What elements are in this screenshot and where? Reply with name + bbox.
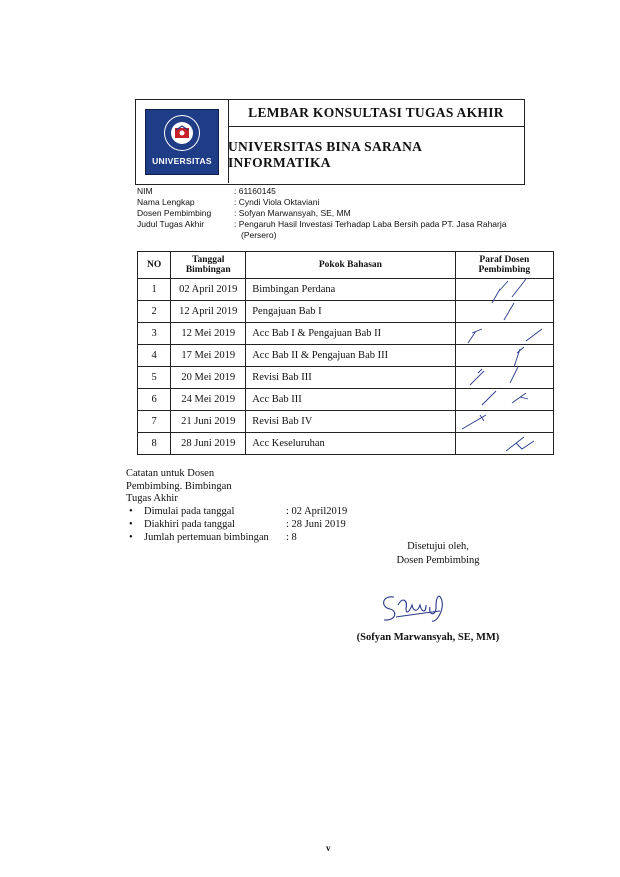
thesis-value-cont: (Persero) (241, 230, 277, 240)
header-date (171, 252, 246, 279)
bullet-icon: • (129, 531, 133, 543)
logo-cell (136, 100, 229, 183)
header-sig-line2: Pembimbing (478, 265, 531, 275)
initial-signature-icon (456, 345, 555, 366)
row-date: 17 Mei 2019 (171, 345, 246, 367)
consultation-table (137, 251, 554, 455)
list-item (126, 531, 297, 545)
row-no: 8 (138, 433, 171, 455)
table-row (138, 301, 554, 323)
table-row (138, 367, 554, 389)
table-header-row (138, 252, 554, 279)
initial-signature-icon (456, 367, 555, 388)
row-date: 12 April 2019 (171, 301, 246, 323)
row-no: 2 (138, 301, 171, 323)
initial-signature-icon (456, 301, 555, 322)
table-row (138, 345, 554, 367)
row-date: 20 Mei 2019 (171, 367, 246, 389)
bullet-icon: • (129, 505, 133, 517)
row-date: 28 Juni 2019 (171, 433, 246, 455)
row-no: 4 (138, 345, 171, 367)
table-row (138, 279, 554, 301)
name-label: Nama Lengkap (137, 197, 195, 207)
nim-label: NIM (137, 186, 153, 196)
meeting-count-value: : 8 (286, 531, 297, 543)
page-number: v (326, 843, 331, 853)
list-item (126, 518, 346, 532)
form-title: LEMBAR KONSULTASI TUGAS AKHIR (228, 100, 524, 127)
header-date-line1: Tanggal (192, 255, 225, 265)
form-header (135, 99, 525, 185)
header-date-line2: Bimbingan (185, 265, 231, 275)
end-date-value: : 28 Juni 2019 (286, 518, 346, 530)
initial-signature-icon (456, 433, 555, 454)
row-topic: Revisi Bab III (246, 367, 455, 389)
row-no: 6 (138, 389, 171, 411)
table-row (138, 433, 554, 455)
thesis-label: Judul Tugas Akhir (137, 219, 205, 229)
row-signature (455, 389, 553, 411)
bullet-icon: • (129, 518, 133, 530)
row-date: 24 Mei 2019 (171, 389, 246, 411)
list-item (126, 505, 348, 519)
advisor-notes (126, 468, 348, 545)
row-topic: Acc Bab III (246, 389, 455, 411)
row-signature (455, 411, 553, 433)
row-topic: Revisi Bab IV (246, 411, 455, 433)
notes-line2: Pembimbing. Bimbingan (126, 480, 232, 492)
notes-line1: Catatan untuk Dosen (126, 468, 215, 479)
row-no: 3 (138, 323, 171, 345)
table-row (138, 389, 554, 411)
start-date-value: : 02 April2019 (286, 505, 348, 517)
row-date: 12 Mei 2019 (171, 323, 246, 345)
meeting-count-label: Jumlah pertemuan bimbingan (144, 531, 269, 543)
row-topic: Acc Bab II & Pengajuan Bab III (246, 345, 455, 367)
signer-name: (Sofyan Marwansyah, SE, MM) (356, 632, 500, 643)
header-topic: Pokok Bahasan (246, 252, 455, 279)
logo-emblem-icon (163, 114, 201, 152)
advisor-signature-icon (376, 587, 456, 627)
row-signature (455, 301, 553, 323)
approval-line2: Dosen Pembimbing (396, 555, 480, 566)
name-value: : Cyndi Viola Oktaviani (234, 197, 320, 207)
table-row (138, 411, 554, 433)
header-signature (455, 252, 553, 279)
initial-signature-icon (456, 411, 555, 432)
row-no: 5 (138, 367, 171, 389)
logo-caption: UNIVERSITAS (152, 156, 212, 166)
approval-block (378, 540, 498, 568)
row-topic: Bimbingan Perdana (246, 279, 455, 301)
row-signature (455, 433, 553, 455)
advisor-label: Dosen Pembimbing (137, 208, 212, 218)
initial-signature-icon (456, 279, 555, 300)
start-date-label: Dimulai pada tanggal (144, 505, 235, 517)
row-topic: Acc Bab I & Pengajuan Bab II (246, 323, 455, 345)
row-signature (455, 279, 553, 301)
nim-value: : 61160145 (234, 186, 276, 196)
header-no: NO (138, 252, 171, 279)
row-topic: Pengajuan Bab I (246, 301, 455, 323)
table-row (138, 323, 554, 345)
end-date-label: Diakhiri pada tanggal (144, 518, 235, 530)
row-no: 1 (138, 279, 171, 301)
row-signature (455, 367, 553, 389)
row-no: 7 (138, 411, 171, 433)
row-date: 21 Juni 2019 (171, 411, 246, 433)
row-signature (455, 323, 553, 345)
advisor-value: : Sofyan Marwansyah, SE, MM (234, 208, 351, 218)
initial-signature-icon (456, 323, 555, 344)
approval-line1: Disetujui oleh, (407, 541, 469, 552)
university-name: UNIVERSITAS BINA SARANA INFORMATIKA (228, 139, 422, 170)
row-signature (455, 345, 553, 367)
header-sig-line1: Paraf Dosen (479, 255, 530, 265)
notes-line3: Tugas Akhir (126, 493, 178, 504)
thesis-value: : Pengaruh Hasil Investasi Terhadap Laba Bersih pada PT. Jasa Raharja (234, 219, 507, 229)
university-logo (145, 109, 219, 175)
initial-signature-icon (456, 389, 555, 410)
row-topic: Acc Keseluruhan (246, 433, 455, 455)
row-date: 02 April 2019 (171, 279, 246, 301)
